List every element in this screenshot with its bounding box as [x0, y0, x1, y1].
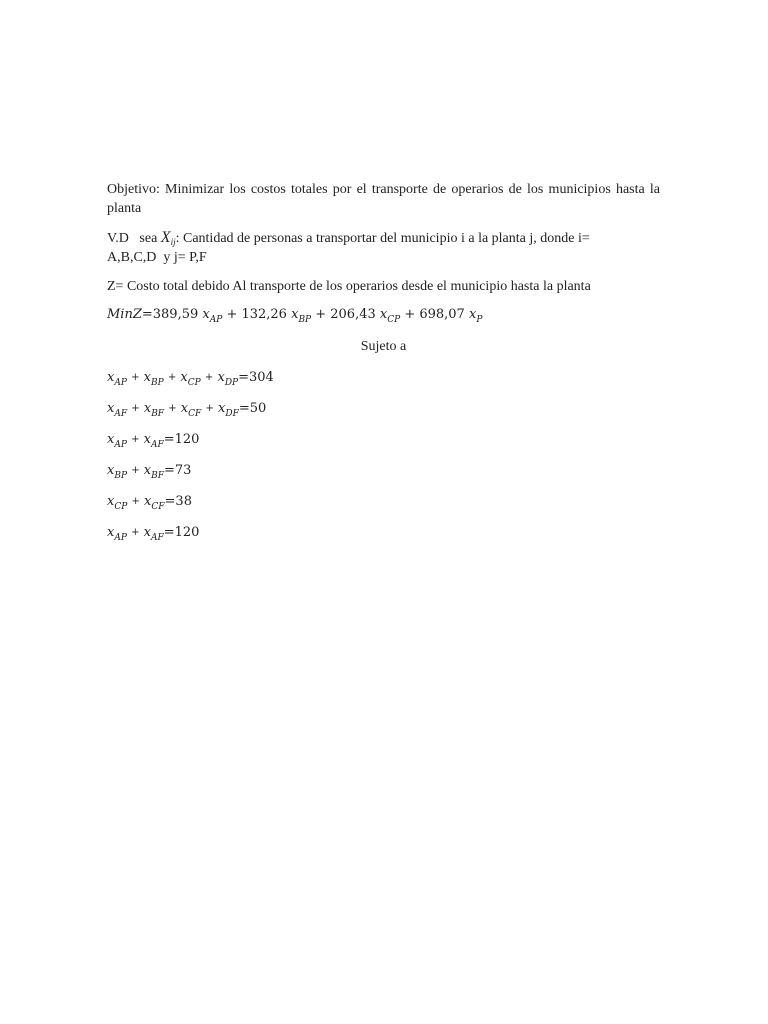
constraint-term — [143, 370, 164, 388]
constraint-rhs: =50 — [238, 401, 267, 416]
constraint-term — [180, 401, 202, 419]
variable-subscript: BF — [151, 409, 165, 419]
constraint-term — [107, 463, 128, 481]
variable-x: x — [143, 525, 151, 540]
objective-term-2 — [379, 307, 401, 325]
constraint-term — [217, 370, 239, 388]
variable-x: x — [144, 494, 152, 509]
z-definition: Z= Costo total debido Al transporte de los operarios desde el municipio hasta la planta — [107, 279, 591, 294]
variable-x: x — [379, 307, 388, 322]
plus-operator: + — [202, 403, 218, 414]
constraint-term — [107, 494, 128, 512]
plus-operator: + — [128, 465, 143, 476]
constraint-term — [107, 401, 128, 419]
decision-variable-paragraph — [107, 228, 660, 267]
variable-x: x — [143, 401, 152, 416]
variable-subscript: BP — [114, 471, 128, 481]
variable-subscript: CF — [188, 409, 202, 419]
constraint-term — [218, 401, 239, 419]
constraint-term — [180, 370, 201, 388]
objective-term-3 — [468, 307, 483, 325]
constraint-term — [144, 494, 165, 512]
variable-subscript: CP — [187, 378, 201, 388]
objective-first-coef: =389,59 — [141, 307, 199, 322]
objective-paragraph: Objetivo: Minimizar los costos totales por el transporte de operarios de los municipios hasta la planta — [107, 182, 660, 216]
variable-subscript: AF — [151, 533, 164, 543]
constraint-rhs: =304 — [238, 370, 274, 385]
variable-x: x — [107, 401, 115, 416]
constraint-term — [107, 370, 127, 388]
variable-subscript: DF — [225, 409, 239, 419]
variable-subscript: AP — [209, 315, 223, 325]
objective-term-1 — [291, 307, 312, 325]
variable-subscript: AF — [114, 409, 128, 419]
plus-operator: + — [127, 527, 143, 538]
constraint-3 — [107, 430, 660, 449]
constraint-term — [143, 463, 164, 481]
variable-x: x — [217, 370, 225, 385]
variable-x: x — [107, 525, 115, 540]
objective-lhs: MinZ — [107, 307, 142, 322]
constraint-5 — [107, 492, 660, 511]
variable-x: x — [143, 432, 151, 447]
variable-x: x — [107, 494, 115, 509]
objective-coefficient: + 206,43 — [311, 307, 380, 322]
variable-subscript: CF — [151, 502, 165, 512]
variable-x: x — [468, 307, 477, 322]
objective-terms — [202, 307, 483, 325]
constraint-term — [143, 401, 165, 419]
variable-subscript: BP — [151, 378, 164, 388]
variable-subscript: CP — [114, 502, 128, 512]
variable-x: x — [107, 463, 115, 478]
constraint-term — [143, 432, 164, 450]
plus-operator: + — [164, 372, 180, 383]
objective-coefficient: + 698,07 — [400, 307, 469, 322]
constraint-rhs: =73 — [163, 463, 192, 478]
variable-subscript: AF — [151, 440, 164, 450]
variable-x: x — [107, 432, 115, 447]
variable-subscript: AP — [114, 440, 127, 450]
plus-operator: + — [201, 372, 217, 383]
constraint-2 — [107, 399, 660, 418]
constraint-1 — [107, 368, 660, 387]
objective-function — [107, 305, 660, 324]
variable-x: x — [291, 307, 299, 322]
variable-x: x — [202, 307, 210, 322]
constraint-term — [107, 525, 127, 543]
variable-x: x — [180, 401, 189, 416]
variable-subscript: DP — [224, 378, 239, 388]
constraint-rhs: =120 — [163, 432, 200, 447]
variable-x: x — [218, 401, 226, 416]
variable-subscript: CP — [387, 315, 401, 325]
decision-variable-symbol: X — [160, 229, 171, 246]
constraints-list — [107, 368, 660, 542]
constraint-4 — [107, 461, 660, 480]
decision-variable-subscript: ij — [170, 237, 176, 247]
variable-x: x — [107, 370, 115, 385]
constraint-rhs: =38 — [164, 494, 192, 509]
document-content — [107, 180, 660, 554]
variable-subscript: AP — [114, 378, 127, 388]
plus-operator: + — [128, 496, 144, 507]
objective-coefficient: + 132,26 — [222, 307, 292, 322]
plus-operator: + — [127, 434, 143, 445]
plus-operator: + — [127, 372, 143, 383]
constraint-term — [143, 525, 164, 543]
variable-subscript: AP — [114, 533, 127, 543]
constraint-rhs: =120 — [163, 525, 200, 540]
plus-operator: + — [165, 403, 180, 414]
variable-subscript: P — [476, 315, 483, 325]
variable-subscript: BF — [151, 471, 164, 481]
subject-to-label: Sujeto a — [360, 339, 407, 354]
constraint-term — [107, 432, 127, 450]
variable-x: x — [143, 463, 152, 478]
vd-index-sets: A,B,C,D y j= P,F — [107, 250, 207, 265]
vd-prefix: V.D sea — [107, 231, 161, 246]
constraint-6 — [107, 523, 660, 542]
variable-x: x — [143, 370, 151, 385]
objective-term-0 — [202, 307, 223, 325]
vd-description: : Cantidad de personas a transportar del municipio i a la planta j, donde i= — [175, 231, 590, 246]
variable-x: x — [180, 370, 188, 385]
plus-operator: + — [128, 403, 143, 414]
variable-subscript: BP — [298, 315, 312, 325]
